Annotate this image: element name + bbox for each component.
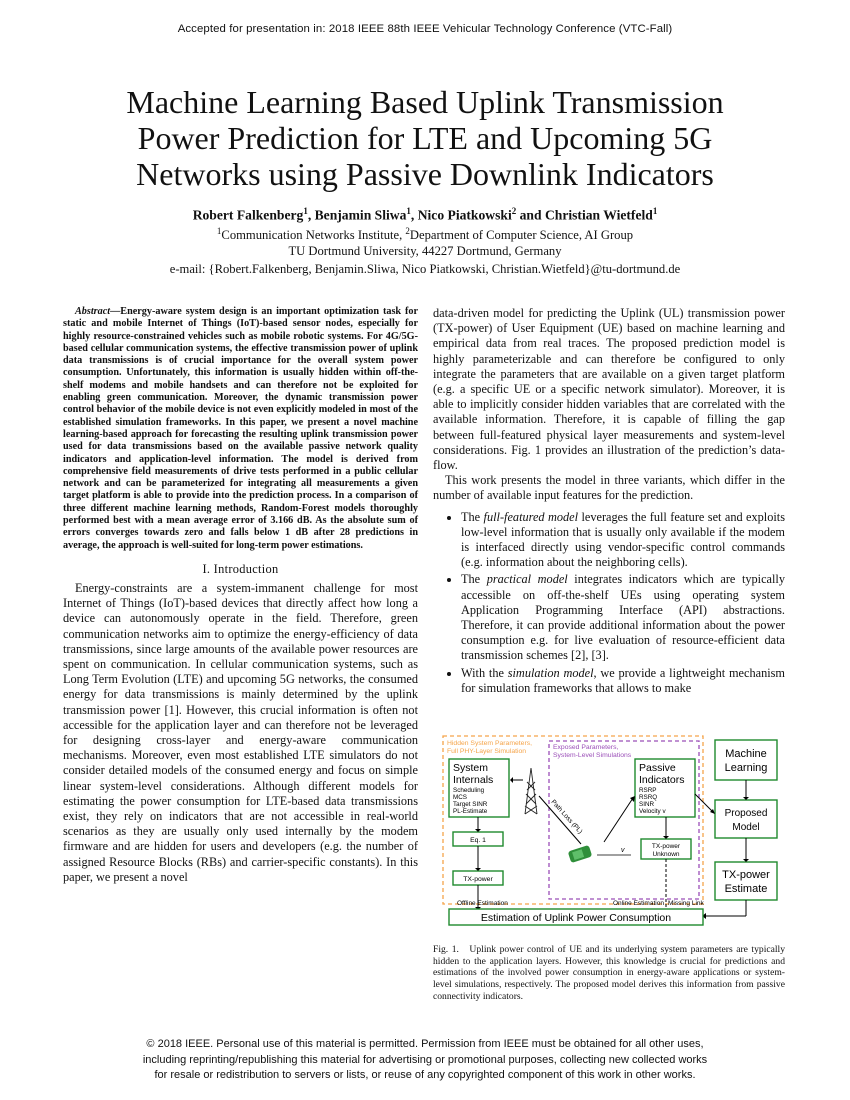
system-internals-item: MCS: [453, 794, 467, 801]
offline-estimation-label: Offline Estimation: [457, 900, 508, 907]
author-separator: ,: [307, 207, 315, 223]
author-name: Nico Piatkowski: [417, 207, 512, 223]
list-item: • The full-featured model leverages the full feature set and exploits low-level information that is usually only available if the modem is interfaced directly using vendor-specific control commands (e.g. information about the neighboring cells).: [461, 510, 785, 571]
system-internals-title: Internals: [453, 774, 494, 786]
passive-indicator-item: RSRP: [639, 787, 657, 794]
machine-learning-label: Machine: [725, 748, 767, 760]
abstract-label: Abstract: [75, 306, 111, 317]
velocity-symbol: v: [621, 847, 625, 854]
proposed-model-label: Model: [732, 822, 760, 833]
author-separator: and: [516, 207, 545, 223]
author-list: [60, 206, 790, 224]
section-heading-introduction: I. Introduction: [202, 561, 279, 576]
title-line: Machine Learning Based Uplink Transmission: [126, 84, 724, 120]
passive-indicators-title: Indicators: [639, 774, 685, 786]
author-separator: ,: [410, 207, 418, 223]
abstract: [63, 306, 418, 552]
tx-power-label: TX-power: [463, 876, 493, 883]
left-column: [63, 306, 418, 885]
list-item: • With the simulation model, we provide a lightweight mechanism for simulation frameworks that allows to make: [461, 666, 785, 696]
title-line: Networks using Passive Downlink Indicators: [136, 156, 714, 192]
machine-learning-label: Learning: [724, 762, 768, 774]
affiliation-mark: 1: [216, 226, 222, 236]
intro-paragraph-continued: data-driven model for predicting the Uplink (UL) transmission power (TX-power) of User Equipment (UE) based on machine learning and empirical data from real traces. The proposed prediction model is highly parameterizable and can therefore be configured to only integrate the parameters that are available on a given target platform (e.g. a specific UE or a specific network simulator). Moreover, it is able to implicitly consider hidden variables that are correlated with the available information. Therefore, it is capable of filling the gap between full-featured physical layer measurements and system-level considerations. Fig. 1 provides an illustration of the prediction’s data-flow.: [433, 306, 785, 473]
tx-unknown-label: Unknown: [652, 851, 680, 858]
footer-line: including reprinting/republishing this material for advertising or promotional purposes, collecting new collected works: [142, 1053, 708, 1066]
passive-indicator-item: Velocity v: [639, 808, 666, 815]
author-affiliation-mark: 1: [652, 206, 658, 216]
intro-paragraph: This work presents the model in three variants, which differ in the number of available input features for the prediction.: [433, 473, 785, 503]
system-internals-item: Target SINR: [453, 801, 488, 808]
copyright-footer: [0, 1037, 850, 1084]
system-internals-title: System: [453, 762, 489, 774]
system-internals-item: PL-Estimate: [453, 808, 488, 815]
paper-title: [60, 84, 790, 192]
author-affiliation-mark: 1: [406, 206, 411, 216]
footer-line: for resale or redistribution to servers or lists, or reuse of any copyrighted component of this work in other works.: [154, 1069, 696, 1081]
hidden-region-label: Full PHY-Layer Simulation: [447, 748, 527, 755]
arrow-head: [510, 777, 513, 783]
author-name: Benjamin Sliwa: [314, 207, 407, 223]
author-name: Robert Falkenberg: [192, 207, 304, 223]
hidden-region-label: Hidden System Parameters,: [447, 740, 532, 747]
caption-label: Fig. 1.: [433, 944, 459, 955]
machine-learning-box: [715, 740, 777, 780]
author-name: Christian Wietfeld: [544, 207, 653, 223]
affiliation-address: TU Dortmund University, 44227 Dortmund, Germany: [288, 244, 562, 258]
author-affiliation-mark: 1: [303, 206, 308, 216]
affiliation-text: Communication Networks Institute,: [221, 228, 406, 243]
author-affiliation-mark: 2: [511, 206, 517, 216]
exposed-region-label: System-Level Simulations: [553, 752, 632, 759]
passive-indicator-item: SINR: [639, 801, 655, 808]
model-variant-list: [433, 510, 785, 696]
accepted-notice: Accepted for presentation in: 2018 IEEE 88th IEEE Vehicular Technology Conference (VTC-Fall): [177, 23, 673, 35]
passive-indicator-item: RSRQ: [639, 794, 658, 801]
footer-line: © 2018 IEEE. Personal use of this material is permitted. Permission from IEEE must be obtained for all other uses,: [146, 1038, 704, 1050]
passive-indicators-title: Passive: [639, 762, 676, 774]
exposed-region-label: Exposed Parameters,: [553, 744, 619, 751]
tx-power-estimate-label: TX-power: [722, 869, 770, 881]
uplink-power-estimation-label: Estimation of Uplink Power Consumption: [480, 912, 672, 924]
path-loss-label: Path Loss (PL): [549, 798, 584, 836]
online-estimation-label: Online Estimation: [613, 900, 664, 907]
figure-1-diagram: [439, 734, 785, 934]
affiliation-email: e-mail: {Robert.Falkenberg, Benjamin.Sliwa, Nico Piatkowski, Christian.Wietfeld}@tu-dortmund.de: [169, 262, 681, 276]
vehicle-icon: [568, 845, 593, 863]
intro-paragraph: Energy-constraints are a system-immanent challenge for most Internet of Things (IoT)-based devices that directly affect how long a device can autonomously operate in the field. Therefore, green communication networks aim to optimize the energy-efficiency of data transmissions, since large amounts of the available power resources are spent on communication. In cellular communication systems, such as Long Term Evolution (LTE) and upcoming 5G networks, the consumed energy for data transmissions is mainly determined by the uplink transmission power [1]. However, this crucial information is often not accessible for the application layer and can therefore not be leveraged for designing cross-layer and energy-aware communication mechanisms. Moreover, even most established LTE simulators do not consider detailed models of the consumed energy and focus on simple linear system-level considerations. Although different models for estimating the power consumption for LTE-based data transmissions exist, they rely on indicators that are not accessible in real-world scenarios as they are usually only used internally by the modem firmware and are hidden for users and developers (e.g. the number of assigned Resource Blocks (RBs) and carrier-specific constants). In this paper, we present a novel: [63, 580, 418, 884]
tx-power-estimate-label: Estimate: [724, 883, 768, 895]
figure-caption: [433, 944, 785, 1003]
proposed-model-label: Proposed: [724, 808, 768, 819]
missing-link-label: Missing Link: [668, 900, 704, 907]
right-column: [433, 306, 785, 698]
list-item: • The practical model integrates indicators which are typically accessible on off-the-shelf UEs using operating system Application Programming Interface (API) abstractions. Therefore, it can provide additional information about the power consumption e.g. for live evaluation of resource-efficient data transmission schemes [2], [3].: [461, 572, 785, 663]
caption-text: Uplink power control of UE and its underlying system parameters are typically hidden to the application layers. However, this knowledge is crucial for predictions and estimations of the involved power consumption in energy-aware applications or system-level simulations, respectively. The proposed model derives this information from passive connectivity indicators.: [433, 944, 785, 1002]
affiliation-mark: 2: [405, 226, 410, 236]
system-internals-item: Scheduling: [453, 787, 485, 794]
affiliation-text: Department of Computer Science, AI Group: [409, 228, 634, 243]
cell-tower-icon: [525, 768, 537, 814]
affiliation-line: [60, 226, 790, 243]
title-line: Power Prediction for LTE and Upcoming 5G: [137, 120, 713, 156]
equation-label: Eq. 1: [470, 837, 486, 844]
abstract-text: —Energy-aware system design is an important optimization task for static and mobile Internet of Things (IoT)-based sensor nodes, especially for highly resource-constrained vehicles such as mobile robotic systems. For 4G/5G-based cellular communication systems, the effective transmission power of uplink data transmissions is of crucial importance for the overall system power consumption. Unfortunately, this information is usually hidden within off-the-shelf modems and mobile handsets and can therefore not be exploited for enabling green communication. Moreover, the dynamic transmission power control behavior of the mobile device is not even explicitly modeled in most of the established simulation frameworks. In this paper, we present a novel machine learning-based approach for forecasting the resulting uplink transmission power used for data transmissions based on the available passive network quality indicators and application-level information. The model is derived from comprehensive field measurements of drive tests performed in a public cellular network and can be parameterized for integrating all measurements a given target platform is able to provide into the prediction process. In a comparison of three different machine learning methods, Random-Forest models thoroughly performed best with a mean average error of 3.166 dB. As the absolute sum of errors converges towards zero and falls below 1 dB after 28 predictions in average, the approach is well-suited for long-term power estimations.: [63, 306, 418, 551]
tx-unknown-label: TX-power: [651, 843, 681, 850]
